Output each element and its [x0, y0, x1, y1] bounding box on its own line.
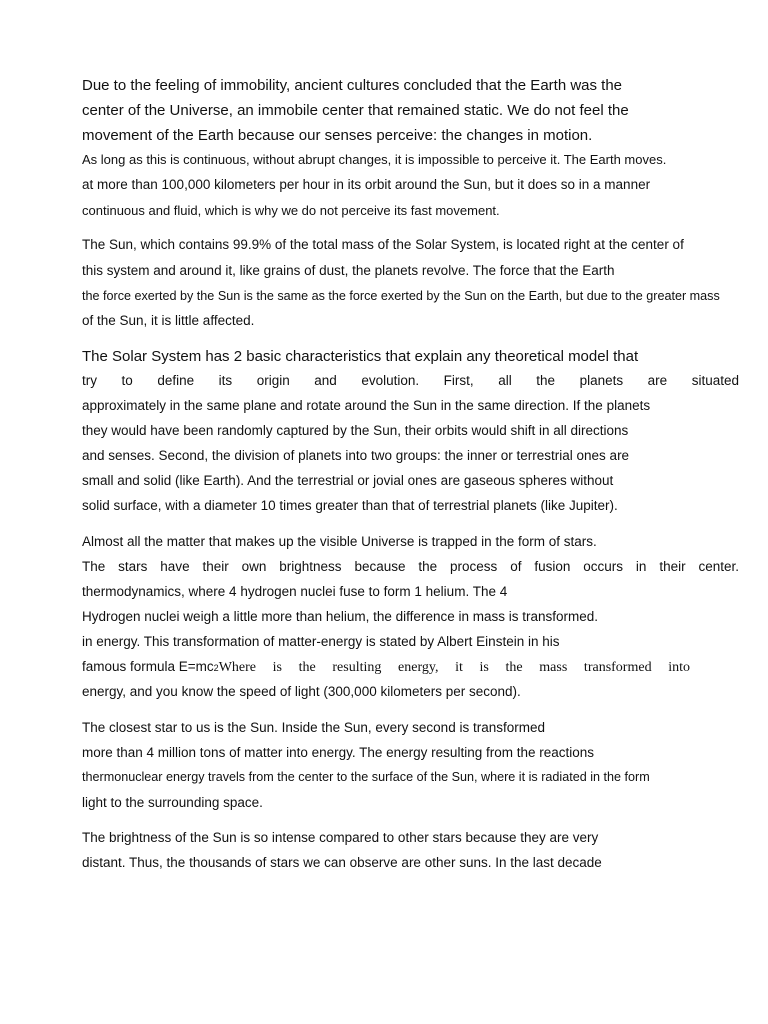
paragraph-1-line-5: at more than 100,000 kilometers per hour in its orbit around the Sun, but it does so in a manner: [82, 177, 651, 192]
paragraph-4-formula-line: [82, 659, 690, 676]
paragraph-1-line-2: center of the Universe, an immobile center that remained static. We do not feel the: [82, 102, 629, 119]
paragraph-3-line-3: approximately in the same plane and rotate around the Sun in the same direction. If the planets: [82, 398, 651, 413]
paragraph-6-line-1: The brightness of the Sun is so intense compared to other stars because they are very: [82, 830, 599, 845]
formula-superscript: 2: [213, 663, 219, 673]
formula-prefix: famous formula E=mc: [82, 659, 214, 674]
paragraph-5-line-2: more than 4 million tons of matter into energy. The energy resulting from the reactions: [82, 745, 595, 760]
paragraph-4-line-1: Almost all the matter that makes up the visible Universe is trapped in the form of stars.: [82, 534, 597, 549]
paragraph-1-line-1: Due to the feeling of immobility, ancient cultures concluded that the Earth was the: [82, 77, 623, 94]
paragraph-2-line-4: of the Sun, it is little affected.: [82, 313, 255, 328]
paragraph-4-line-5: in energy. This transformation of matter-energy is stated by Albert Einstein in his: [82, 634, 560, 649]
formula-rest: Where is the resulting energy, it is the mass transformed into: [218, 660, 690, 675]
paragraph-6-line-2: distant. Thus, the thousands of stars we can observe are other suns. In the last decade: [82, 855, 602, 870]
paragraph-4-line-2: The stars have their own brightness because the process of fusion occurs in their center.: [82, 559, 739, 574]
paragraph-3-line-2: try to define its origin and evolution. First, all the planets are situated: [82, 373, 739, 388]
paragraph-5-line-4: light to the surrounding space.: [82, 795, 263, 810]
paragraph-3-line-7: solid surface, with a diameter 10 times greater than that of terrestrial planets (like Jupiter).: [82, 498, 618, 513]
paragraph-1-line-6: continuous and fluid, which is why we do not perceive its fast movement.: [82, 203, 500, 218]
paragraph-1-line-4: As long as this is continuous, without abrupt changes, it is impossible to perceive it. The Earth moves.: [82, 152, 667, 167]
paragraph-5-line-1: The closest star to us is the Sun. Inside the Sun, every second is transformed: [82, 720, 545, 735]
paragraph-2-line-2: this system and around it, like grains of dust, the planets revolve. The force that the Earth: [82, 263, 615, 278]
paragraph-5-line-3: thermonuclear energy travels from the center to the surface of the Sun, where it is radiated in the form: [82, 770, 650, 784]
paragraph-1-line-3: movement of the Earth because our senses perceive: the changes in motion.: [82, 127, 593, 144]
paragraph-4-line-6: energy, and you know the speed of light (300,000 kilometers per second).: [82, 684, 521, 699]
paragraph-2-line-3: the force exerted by the Sun is the same as the force exerted by the Sun on the Earth, but due to the greater mass: [82, 289, 720, 303]
paragraph-2-line-1: The Sun, which contains 99.9% of the total mass of the Solar System, is located right at the center of: [82, 237, 684, 252]
paragraph-3-line-5: and senses. Second, the division of planets into two groups: the inner or terrestrial ones are: [82, 448, 630, 463]
paragraph-3-line-6: small and solid (like Earth). And the terrestrial or jovial ones are gaseous spheres without: [82, 473, 614, 488]
paragraph-3-line-4: they would have been randomly captured by the Sun, their orbits would shift in all directions: [82, 423, 629, 438]
paragraph-3-line-1: The Solar System has 2 basic characteristics that explain any theoretical model that: [82, 348, 639, 365]
paragraph-4-line-3: thermodynamics, where 4 hydrogen nuclei fuse to form 1 helium. The 4: [82, 584, 508, 599]
paragraph-4-line-4: Hydrogen nuclei weigh a little more than helium, the difference in mass is transformed.: [82, 609, 599, 624]
